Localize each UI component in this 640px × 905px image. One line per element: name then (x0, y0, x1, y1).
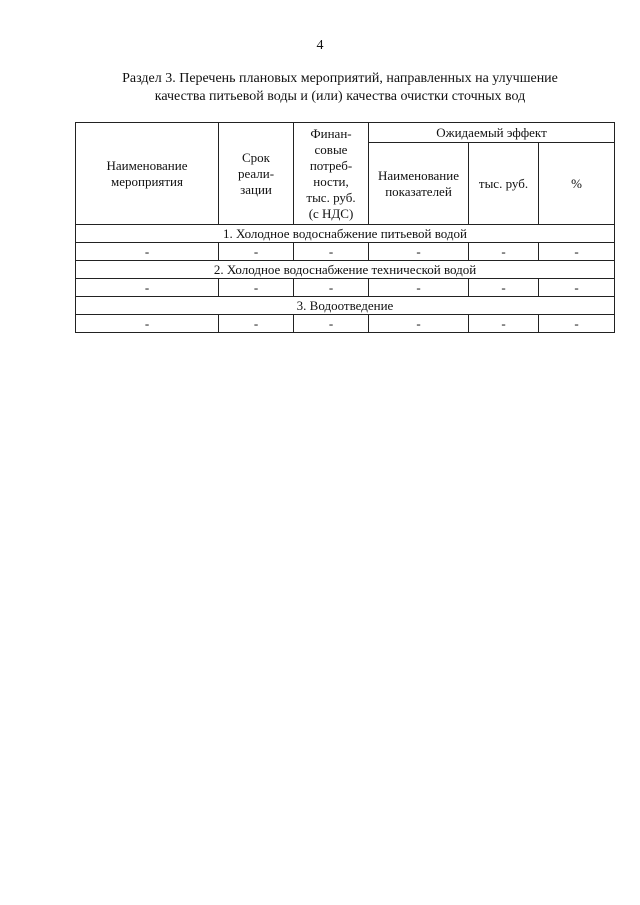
table-row (76, 279, 615, 297)
group-row-1 (76, 225, 615, 243)
table-cell: - (219, 243, 294, 261)
page-number: 4 (316, 38, 324, 53)
group-title: 3. Водоотведение (76, 297, 615, 315)
header-percent: % (539, 143, 615, 225)
table-cell: - (76, 315, 219, 333)
table-header-row (76, 123, 615, 143)
header-thousand-rub: тыс. руб. (469, 143, 539, 225)
table-cell: - (469, 243, 539, 261)
table-cell: - (294, 243, 369, 261)
section-title-line-2: качества питьевой воды и (или) качества очистки сточных вод (154, 89, 526, 104)
table-row (76, 315, 615, 333)
group-row-2 (76, 261, 615, 279)
table-cell: - (294, 315, 369, 333)
section-title (80, 70, 600, 106)
group-row-3 (76, 297, 615, 315)
table-cell: - (219, 279, 294, 297)
table-cell: - (469, 279, 539, 297)
table-cell: - (539, 279, 615, 297)
table-cell: - (539, 315, 615, 333)
table-cell: - (369, 243, 469, 261)
header-expected-effect: Ожидаемый эффект (369, 123, 615, 143)
group-title: 2. Холодное водоснабжение технической водой (76, 261, 615, 279)
measures-table (75, 122, 615, 333)
table-cell: - (76, 243, 219, 261)
table-cell: - (369, 315, 469, 333)
header-finance: Финан- совые потреб- ности, тыс. руб. (с НДС) (294, 123, 369, 225)
table-cell: - (76, 279, 219, 297)
header-term: Срок реали- зации (219, 123, 294, 225)
table-cell: - (219, 315, 294, 333)
table-cell: - (469, 315, 539, 333)
table-row (76, 243, 615, 261)
group-title: 1. Холодное водоснабжение питьевой водой (76, 225, 615, 243)
table-cell: - (294, 279, 369, 297)
table-cell: - (539, 243, 615, 261)
section-title-line-1: Раздел 3. Перечень плановых мероприятий, направленных на улучшение (122, 71, 558, 86)
table-cell: - (369, 279, 469, 297)
header-indicator-name: Наименование показателей (369, 143, 469, 225)
header-measure-name: Наименование мероприятия (76, 123, 219, 225)
